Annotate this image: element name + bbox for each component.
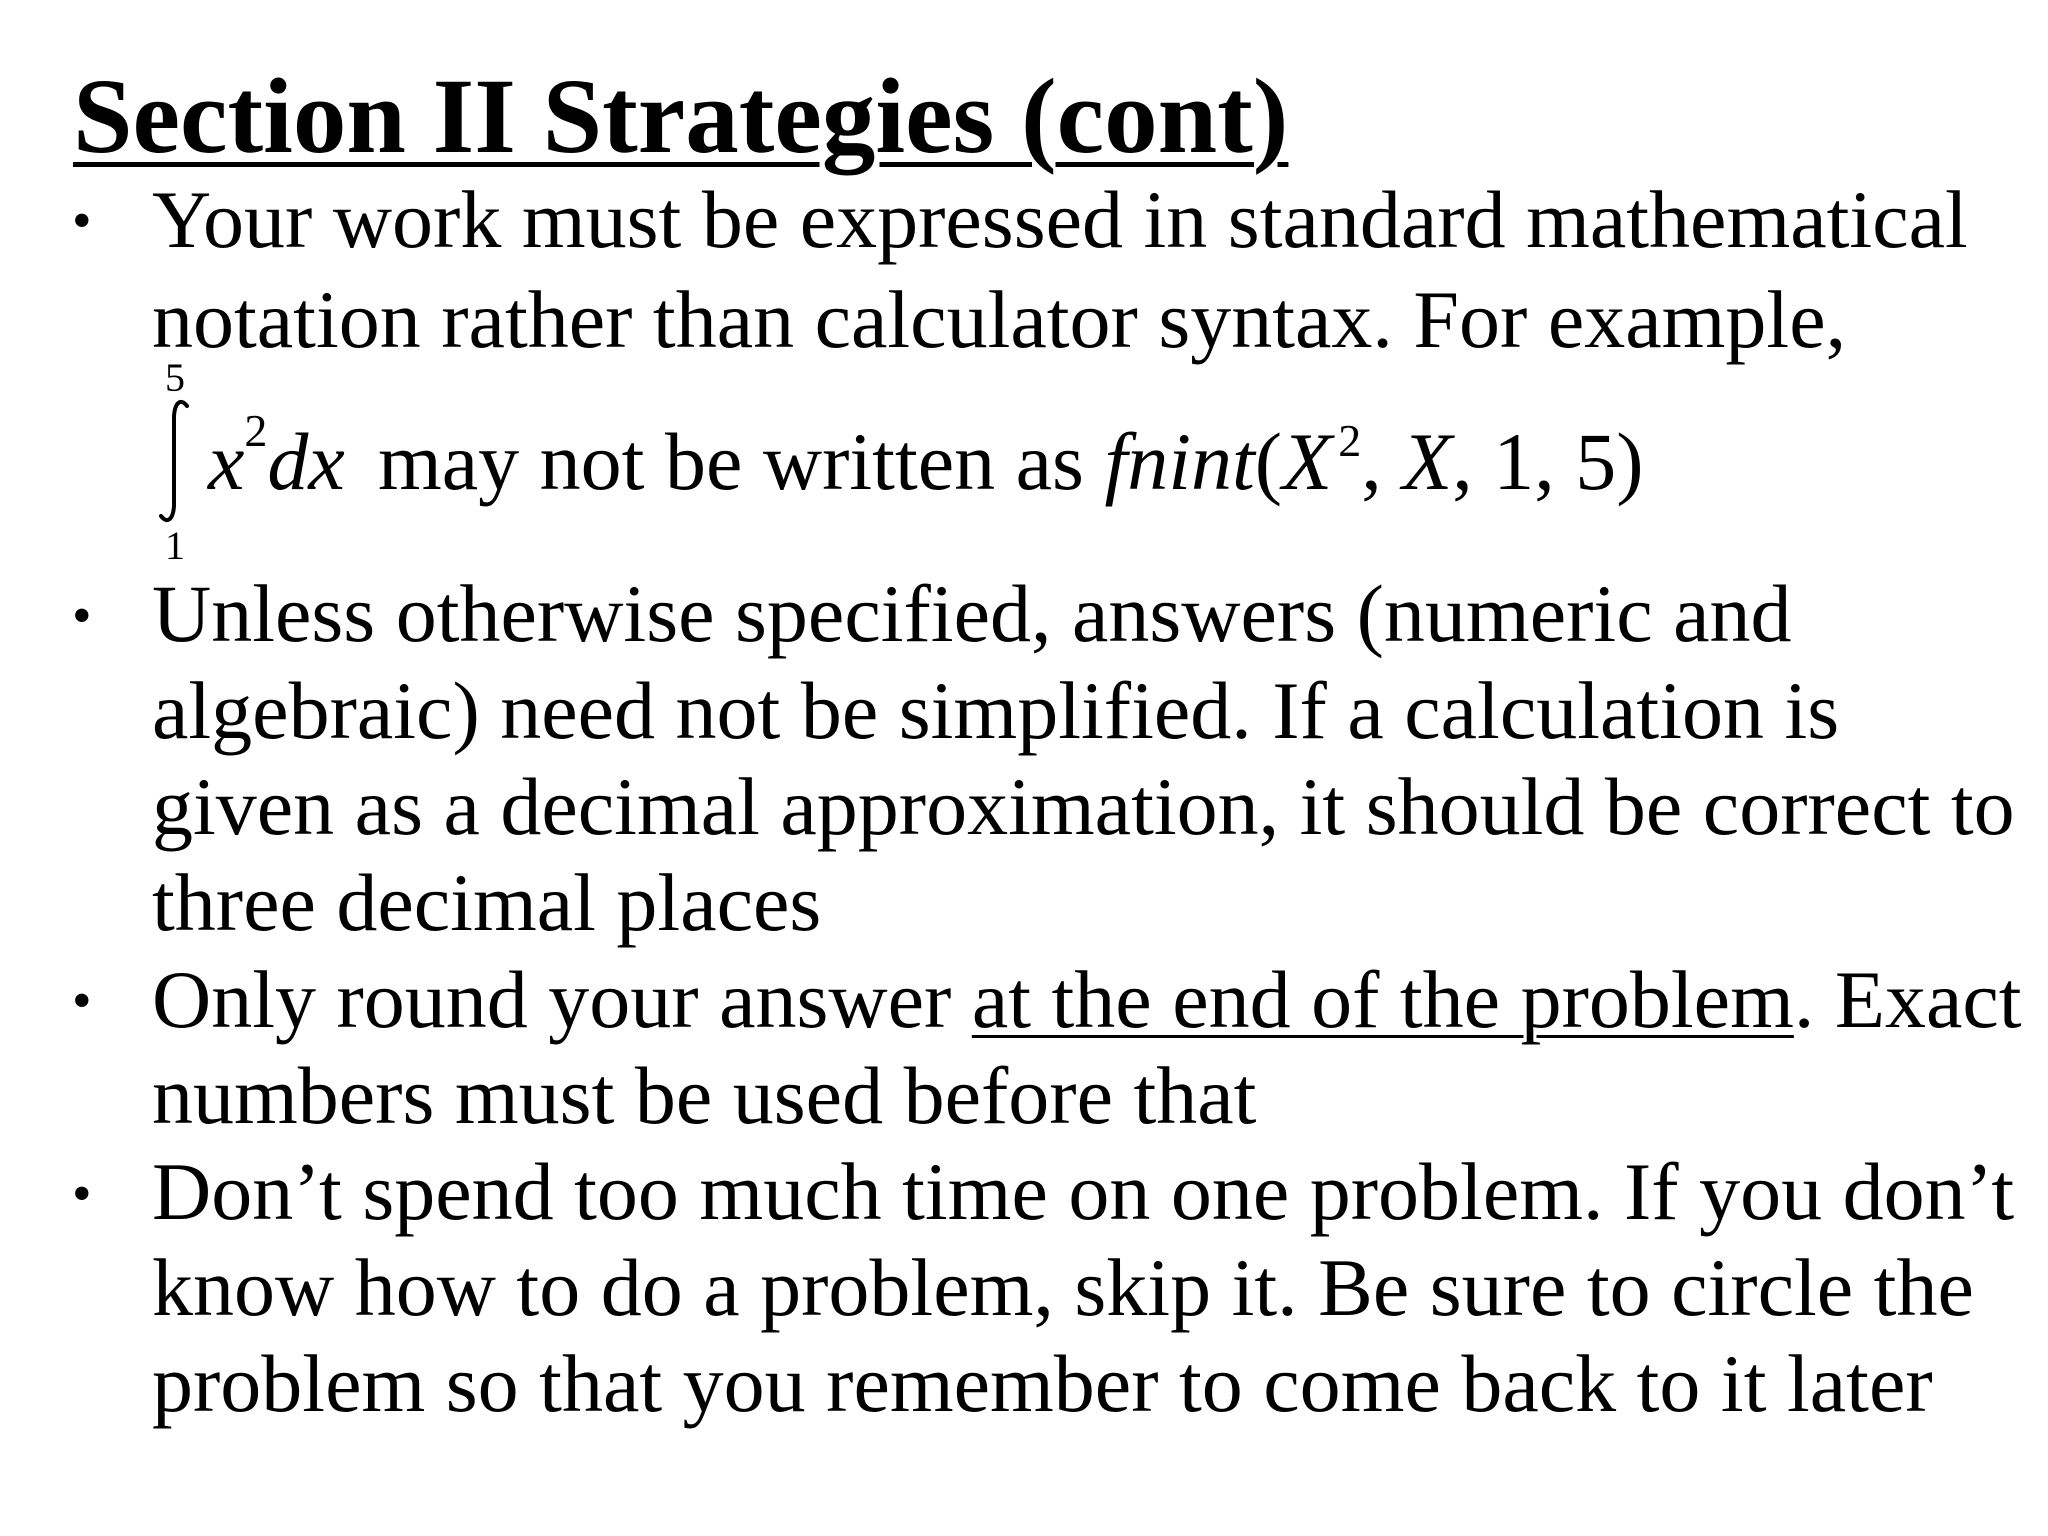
fnint-function: fnint <box>1104 416 1255 507</box>
bullet-3-line-2: numbers must be used before that <box>152 1050 1257 1141</box>
fnint-arg1-exponent: 2 <box>1338 415 1362 466</box>
fnint-open-paren: ( <box>1254 416 1283 507</box>
bullet-2-line-4: three decimal places <box>152 857 822 948</box>
slide-title: Section II Strategies (cont) <box>73 58 1289 176</box>
bullet-2-line-3: given as a decimal approximation, it should be correct to <box>152 761 2015 852</box>
bullet-2-line-2: algebraic) need not be simplified. If a calculation is <box>152 665 1840 756</box>
bullet-3-pre-text: Only round your answer <box>152 954 972 1045</box>
bullet-marker: • <box>72 585 92 647</box>
integrand-differential: dx <box>267 416 345 507</box>
bullet-3-line-1 <box>152 952 2022 1048</box>
bullet-1-line-2: notation rather than calculator syntax. For example, <box>152 274 1847 365</box>
bullet-4-line-1: Don’t spend too much time on one problem. If you don’t <box>152 1146 2015 1237</box>
integrand-exponent: 2 <box>244 405 268 456</box>
bullet-1-line-1: Your work must be expressed in standard mathematical <box>152 174 1968 265</box>
integral-expression <box>140 355 390 578</box>
math-connector-text: may not be written as <box>378 416 1105 507</box>
bullet-marker: • <box>72 1163 92 1225</box>
integrand-variable: x <box>208 416 245 507</box>
integral-lower-limit: 1 <box>165 523 185 568</box>
bullet-marker: • <box>72 190 92 252</box>
fnint-separator: , <box>1361 416 1403 507</box>
integral-sign-icon <box>154 398 194 524</box>
bullet-2-line-1: Unless otherwise specified, answers (numeric and <box>152 568 1792 659</box>
bullet-marker: • <box>72 970 92 1032</box>
bullet-3-underlined-text: at the end of the problem <box>971 954 1794 1045</box>
bullet-3-post-text: . Exact <box>1793 954 2022 1045</box>
calculator-syntax-text <box>378 414 1644 510</box>
fnint-arg1-variable: X <box>1282 416 1333 507</box>
bullet-4-line-2: know how to do a problem, skip it. Be sure to circle the <box>152 1242 1974 1333</box>
bullet-4-line-3: problem so that you remember to come back to it later <box>152 1338 1933 1429</box>
fnint-rest-args: , 1, 5) <box>1452 416 1644 507</box>
integrand <box>208 405 345 510</box>
fnint-arg2: X <box>1402 416 1453 507</box>
integral-upper-limit: 5 <box>165 355 185 400</box>
